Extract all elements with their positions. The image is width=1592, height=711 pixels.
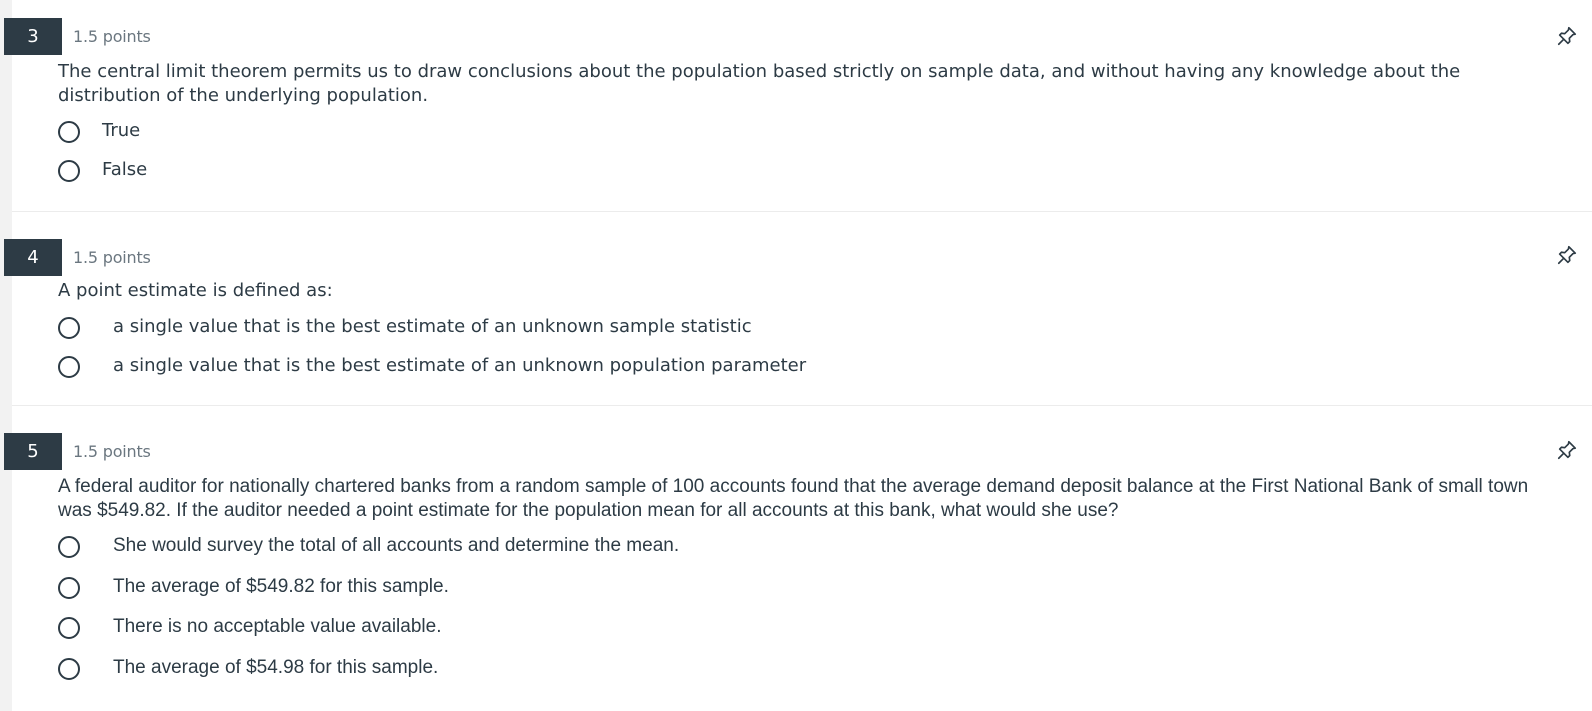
answer-choice[interactable] — [58, 534, 778, 564]
question-text: A point estimate is defined as: — [58, 280, 333, 301]
answer-choice[interactable] — [58, 575, 778, 605]
question-number: 4 — [4, 239, 62, 276]
radio-button[interactable] — [58, 536, 80, 558]
answer-choice[interactable] — [58, 615, 778, 645]
answer-label[interactable]: There is no acceptable value available. — [113, 616, 442, 637]
radio-button[interactable] — [58, 658, 80, 680]
question-number: 5 — [4, 433, 62, 470]
pin-icon[interactable] — [1556, 439, 1578, 461]
answer-label[interactable]: a single value that is the best estimate of an unknown population parameter — [113, 355, 807, 376]
question-text: The central limit theorem permits us to draw conclusions about the population based strictly on sample data, and without having any knowledge about the distribution of the underlying population. — [58, 61, 1461, 106]
answer-label[interactable]: She would survey the total of all accounts and determine the mean. — [113, 535, 680, 556]
radio-button[interactable] — [58, 577, 80, 599]
answer-label[interactable]: False — [102, 159, 148, 180]
answer-label[interactable]: The average of $549.82 for this sample. — [113, 576, 449, 597]
question-points: 1.5 points — [73, 248, 151, 267]
answer-label[interactable]: a single value that is the best estimate of an unknown sample statistic — [113, 316, 752, 337]
answer-label[interactable]: The average of $54.98 for this sample. — [113, 657, 439, 678]
answer-label[interactable]: True — [102, 120, 141, 141]
question-number: 3 — [4, 18, 62, 55]
question-text: A federal auditor for nationally chartered banks from a random sample of 100 accounts found that the average demand deposit balance at the First National Bank of small town was $549.82. If the auditor needed a point estimate for the population mean for all accounts at this bank, what would she use? — [58, 476, 1529, 521]
answer-choice[interactable] — [58, 656, 778, 686]
question-points: 1.5 points — [73, 442, 151, 461]
question-points: 1.5 points — [73, 27, 151, 46]
radio-button[interactable] — [58, 617, 80, 639]
